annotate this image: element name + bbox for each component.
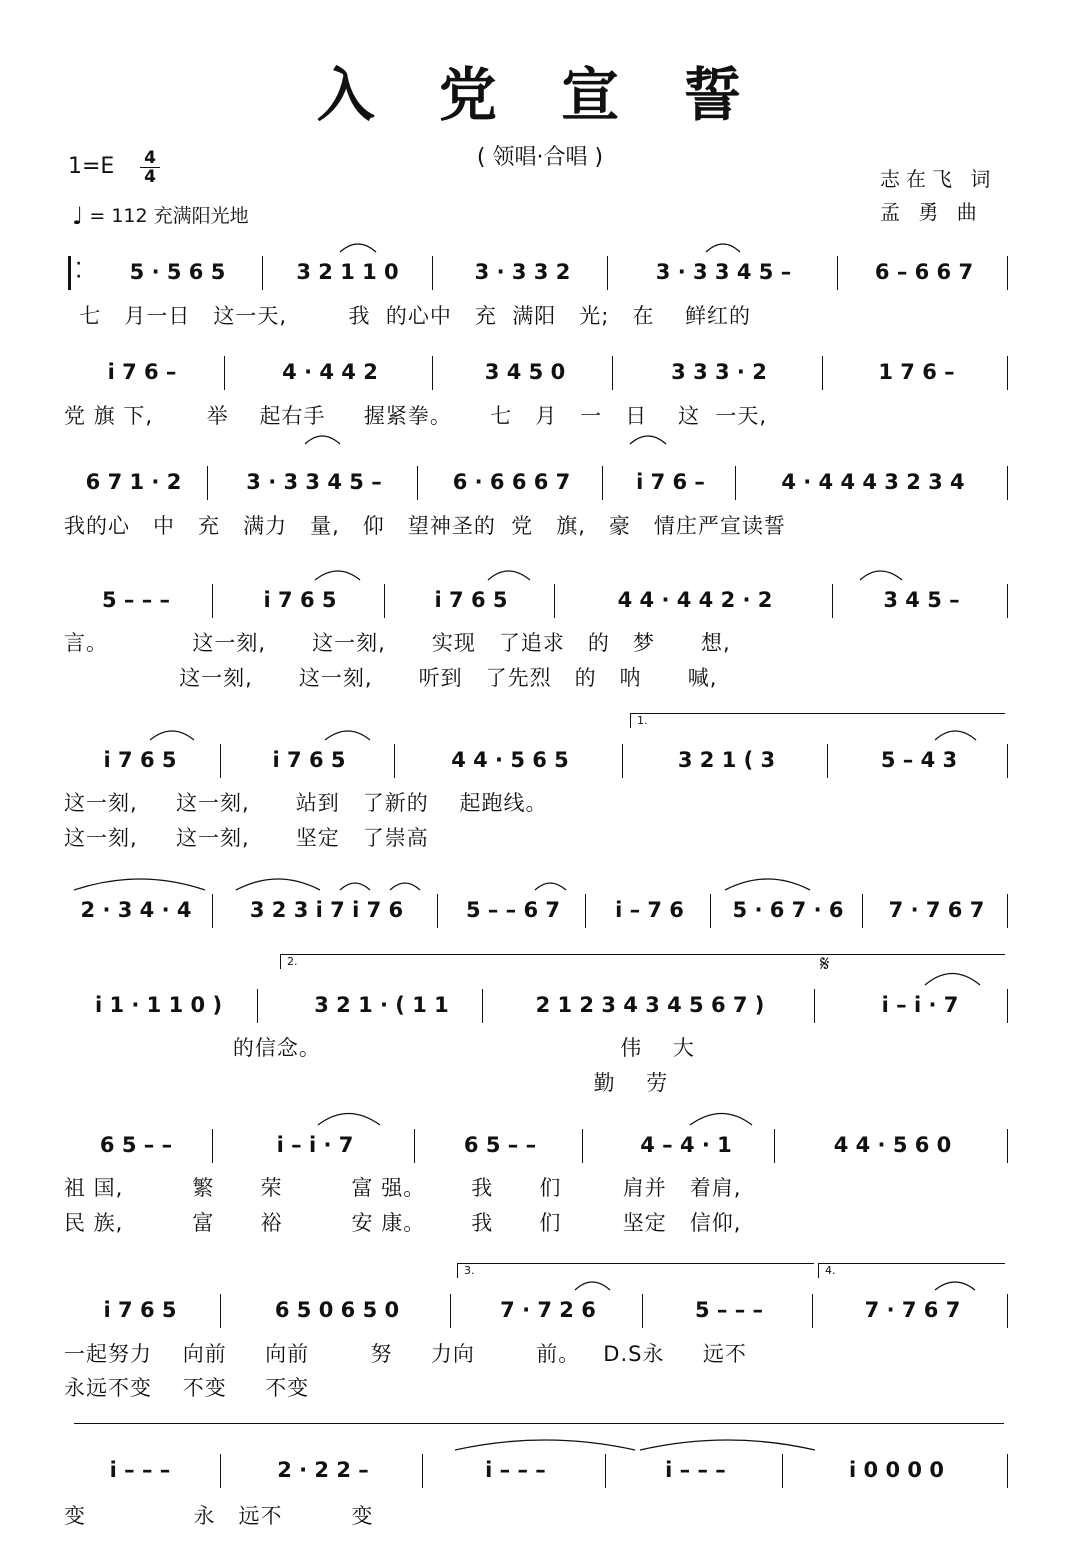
slur xyxy=(305,436,340,444)
barline xyxy=(437,894,438,928)
barline xyxy=(710,894,711,928)
barline xyxy=(602,466,603,500)
measure: 4 4 · 5 6 0 xyxy=(833,1133,952,1157)
measure: 5 – 4 3 xyxy=(880,748,958,772)
barline xyxy=(417,466,418,500)
score-line-7 xyxy=(0,985,1080,1025)
barline xyxy=(822,356,823,390)
measure: 7 · 7 6 7 xyxy=(864,1298,961,1322)
slur xyxy=(340,883,370,890)
barline xyxy=(607,256,608,290)
lyric-line-7b: 勤 劳 xyxy=(64,1071,669,1095)
segno-icon: 𝄋 xyxy=(820,952,830,977)
score-line-10 xyxy=(0,1450,1080,1490)
volta-3: 3. xyxy=(457,1263,814,1278)
slur xyxy=(925,974,980,986)
barline xyxy=(605,1454,606,1488)
barline xyxy=(220,1454,221,1488)
measure: 4 · 4 4 2 xyxy=(282,360,378,384)
score-line-4 xyxy=(0,580,1080,620)
time-signature-bottom: 4 xyxy=(144,167,156,187)
barline xyxy=(432,356,433,390)
lyric-line-7a: 的信念。 伟 大 xyxy=(64,1036,695,1060)
slur xyxy=(935,1282,975,1290)
barline xyxy=(1007,1454,1008,1488)
barline xyxy=(1007,584,1008,618)
measure: 3 2 1 · ( 1 1 xyxy=(314,993,449,1017)
measure: i – 7 6 xyxy=(615,898,684,922)
volta-4: 4. xyxy=(818,1263,1005,1278)
lyric-line-9a: 一起努力 向前 向前 努 力向 前。 D.S永 远不 xyxy=(64,1342,747,1366)
barline xyxy=(212,894,213,928)
barline xyxy=(414,1129,415,1163)
barline xyxy=(832,584,833,618)
time-signature-top: 4 xyxy=(144,148,156,168)
measure: 3 2 3 i 7 i 7 6 xyxy=(249,898,404,922)
measure: 3 2 1 1 0 xyxy=(296,260,399,284)
lyric-line-3: 我的心 中 充 满力 量, 仰 望神圣的 党 旗, 豪 情庄严宣读誓 xyxy=(64,514,786,538)
measure: 6 – 6 6 7 xyxy=(874,260,974,284)
score-line-3 xyxy=(0,462,1080,502)
barline xyxy=(642,1294,643,1328)
measure: 4 4 · 4 4 2 · 2 xyxy=(617,588,773,612)
slur xyxy=(150,731,194,740)
measure: 5 – – 6 7 xyxy=(465,898,561,922)
slur xyxy=(725,879,810,890)
lyric-line-5b: 这一刻, 这一刻, 坚定 了崇高 xyxy=(64,826,429,850)
measure: i 7 6 – xyxy=(636,470,705,494)
barline xyxy=(384,584,385,618)
barline xyxy=(257,989,258,1023)
slur xyxy=(690,1114,752,1126)
measure: 3 4 5 0 xyxy=(484,360,566,384)
slur xyxy=(488,571,530,580)
barline xyxy=(224,356,225,390)
barline xyxy=(482,989,483,1023)
score-line-5 xyxy=(0,740,1080,780)
measure: i – i · 7 xyxy=(276,1133,354,1157)
slur xyxy=(640,1440,815,1450)
composer-credit: 孟 勇 曲 xyxy=(880,200,983,224)
measure: i 7 6 5 xyxy=(263,588,337,612)
barline xyxy=(1007,894,1008,928)
quarter-note-icon: ♩ xyxy=(72,202,84,230)
measure: 5 – – – xyxy=(101,588,171,612)
barline xyxy=(827,744,828,778)
slur xyxy=(860,571,902,580)
time-signature xyxy=(140,150,160,185)
lyric-line-8b: 民 族, 富 裕 安 康。 我 们 坚定 信仰, xyxy=(64,1211,742,1235)
barline xyxy=(450,1294,451,1328)
measure: 6 5 – – xyxy=(99,1133,173,1157)
lyric-line-9b: 永远不变 不变 不变 xyxy=(64,1376,310,1400)
slur xyxy=(630,436,666,444)
slur xyxy=(325,731,370,740)
barline xyxy=(814,989,815,1023)
score-line-9 xyxy=(0,1290,1080,1330)
barline xyxy=(212,1129,213,1163)
measure: 5 – – – xyxy=(694,1298,764,1322)
barline xyxy=(1007,744,1008,778)
barline xyxy=(837,256,838,290)
measure: 2 · 2 2 – xyxy=(277,1458,369,1482)
barline xyxy=(220,1294,221,1328)
barline xyxy=(220,744,221,778)
measure: 7 · 7 6 7 xyxy=(888,898,985,922)
measure: i – – – xyxy=(665,1458,726,1482)
barline xyxy=(1007,1129,1008,1163)
measure: i 7 6 5 xyxy=(272,748,346,772)
barline xyxy=(262,256,263,290)
slur xyxy=(390,883,420,890)
barline xyxy=(1007,256,1008,290)
slur xyxy=(236,879,320,890)
key-signature: 1=E xyxy=(68,154,115,179)
measure: 6 · 6 6 6 7 xyxy=(452,470,571,494)
barline xyxy=(585,894,586,928)
slur xyxy=(340,244,376,252)
lyric-line-5a: 这一刻, 这一刻, 站到 了新的 起跑线。 xyxy=(64,791,548,815)
lyric-line-10: 变 永 远不 变 xyxy=(64,1504,374,1528)
barline xyxy=(862,894,863,928)
measure: 7 · 7 2 6 xyxy=(500,1298,596,1322)
slur xyxy=(315,571,360,580)
barline xyxy=(1007,1294,1008,1328)
measure: i – – – xyxy=(109,1458,171,1482)
slur xyxy=(575,1282,610,1290)
measure: 3 2 1 ( 3 xyxy=(677,748,776,772)
lyric-line-2: 党 旗 下, 举 起右手 握紧拳。 七 月 一 日 这 一天, xyxy=(64,404,768,428)
measure: 4 · 4 4 4 3 2 3 4 xyxy=(781,470,965,494)
score-line-1 xyxy=(0,252,1080,292)
barline xyxy=(554,584,555,618)
measure: 4 – 4 · 1 xyxy=(640,1133,732,1157)
measure: i – – – xyxy=(485,1458,546,1482)
slur xyxy=(535,883,566,890)
measure: i 7 6 – xyxy=(107,360,177,384)
barline xyxy=(422,1454,423,1488)
measure: 2 · 3 4 · 4 xyxy=(80,898,192,922)
score-line-8 xyxy=(0,1125,1080,1165)
barline xyxy=(1007,356,1008,390)
measure: i – i · 7 xyxy=(881,993,959,1017)
measure: 3 · 3 3 2 xyxy=(474,260,571,284)
measure: 6 5 – – xyxy=(463,1133,537,1157)
barline xyxy=(812,1294,813,1328)
barline xyxy=(1007,466,1008,500)
repeat-dots: · · xyxy=(76,256,82,285)
slur xyxy=(74,879,205,890)
measure: 6 7 1 · 2 xyxy=(85,470,182,494)
slur xyxy=(935,731,976,740)
volta-1: 1. xyxy=(630,713,1005,728)
barline xyxy=(774,1129,775,1163)
slur xyxy=(455,1440,635,1450)
song-title: 入 党 宣 誓 xyxy=(316,61,764,129)
tempo-text: = 112 充满阳光地 xyxy=(89,205,249,227)
lyric-line-1: 七 月一日 这一天, 我 的心中 充 满阳 光; 在 鲜红的 xyxy=(64,304,752,328)
measure: i 1 · 1 1 0 ) xyxy=(94,993,223,1017)
slur xyxy=(706,244,740,252)
measure: 6 5 0 6 5 0 xyxy=(274,1298,400,1322)
tempo-marking xyxy=(72,201,249,230)
measure: 3 3 3 · 2 xyxy=(671,360,767,384)
barline xyxy=(432,256,433,290)
measure: 4 4 · 5 6 5 xyxy=(451,748,569,772)
measure: i 7 6 5 xyxy=(103,1298,177,1322)
volta-2: 2. xyxy=(280,954,1005,969)
measure: 5 · 5 6 5 xyxy=(129,260,226,284)
song-subtitle: ( 领唱·合唱 ) xyxy=(476,145,604,170)
measure: 3 · 3 3 4 5 – xyxy=(246,470,382,494)
barline xyxy=(622,744,623,778)
slur xyxy=(318,1114,380,1126)
measure: i 7 6 5 xyxy=(434,588,508,612)
lyric-line-4a: 言。 这一刻, 这一刻, 实现 了追求 的 梦 想, xyxy=(64,631,731,655)
barline xyxy=(1007,989,1008,1023)
measure: 1 7 6 – xyxy=(878,360,955,384)
tie-line-final xyxy=(74,1423,1004,1438)
measure: 3 4 5 – xyxy=(883,588,960,612)
barline xyxy=(782,1454,783,1488)
barline xyxy=(212,584,213,618)
barline xyxy=(207,466,208,500)
score-line-6 xyxy=(0,890,1080,930)
lyricist-credit: 志在飞 词 xyxy=(880,167,997,191)
barline xyxy=(612,356,613,390)
barline xyxy=(735,466,736,500)
measure: 2 1 2 3 4 3 4 5 6 7 ) xyxy=(535,993,765,1017)
barline xyxy=(582,1129,583,1163)
measure: 3 · 3 3 4 5 – xyxy=(655,260,792,284)
lyric-line-4b: 这一刻, 这一刻, 听到 了先烈 的 呐 喊, xyxy=(64,666,718,690)
score-line-2 xyxy=(0,352,1080,392)
measure: i 0 0 0 0 xyxy=(849,1458,944,1482)
lyric-line-8a: 祖 国, 繁 荣 富 强。 我 们 肩并 着肩, xyxy=(64,1176,742,1200)
barline xyxy=(394,744,395,778)
measure: 5 · 6 7 · 6 xyxy=(732,898,844,922)
measure: i 7 6 5 xyxy=(103,748,177,772)
